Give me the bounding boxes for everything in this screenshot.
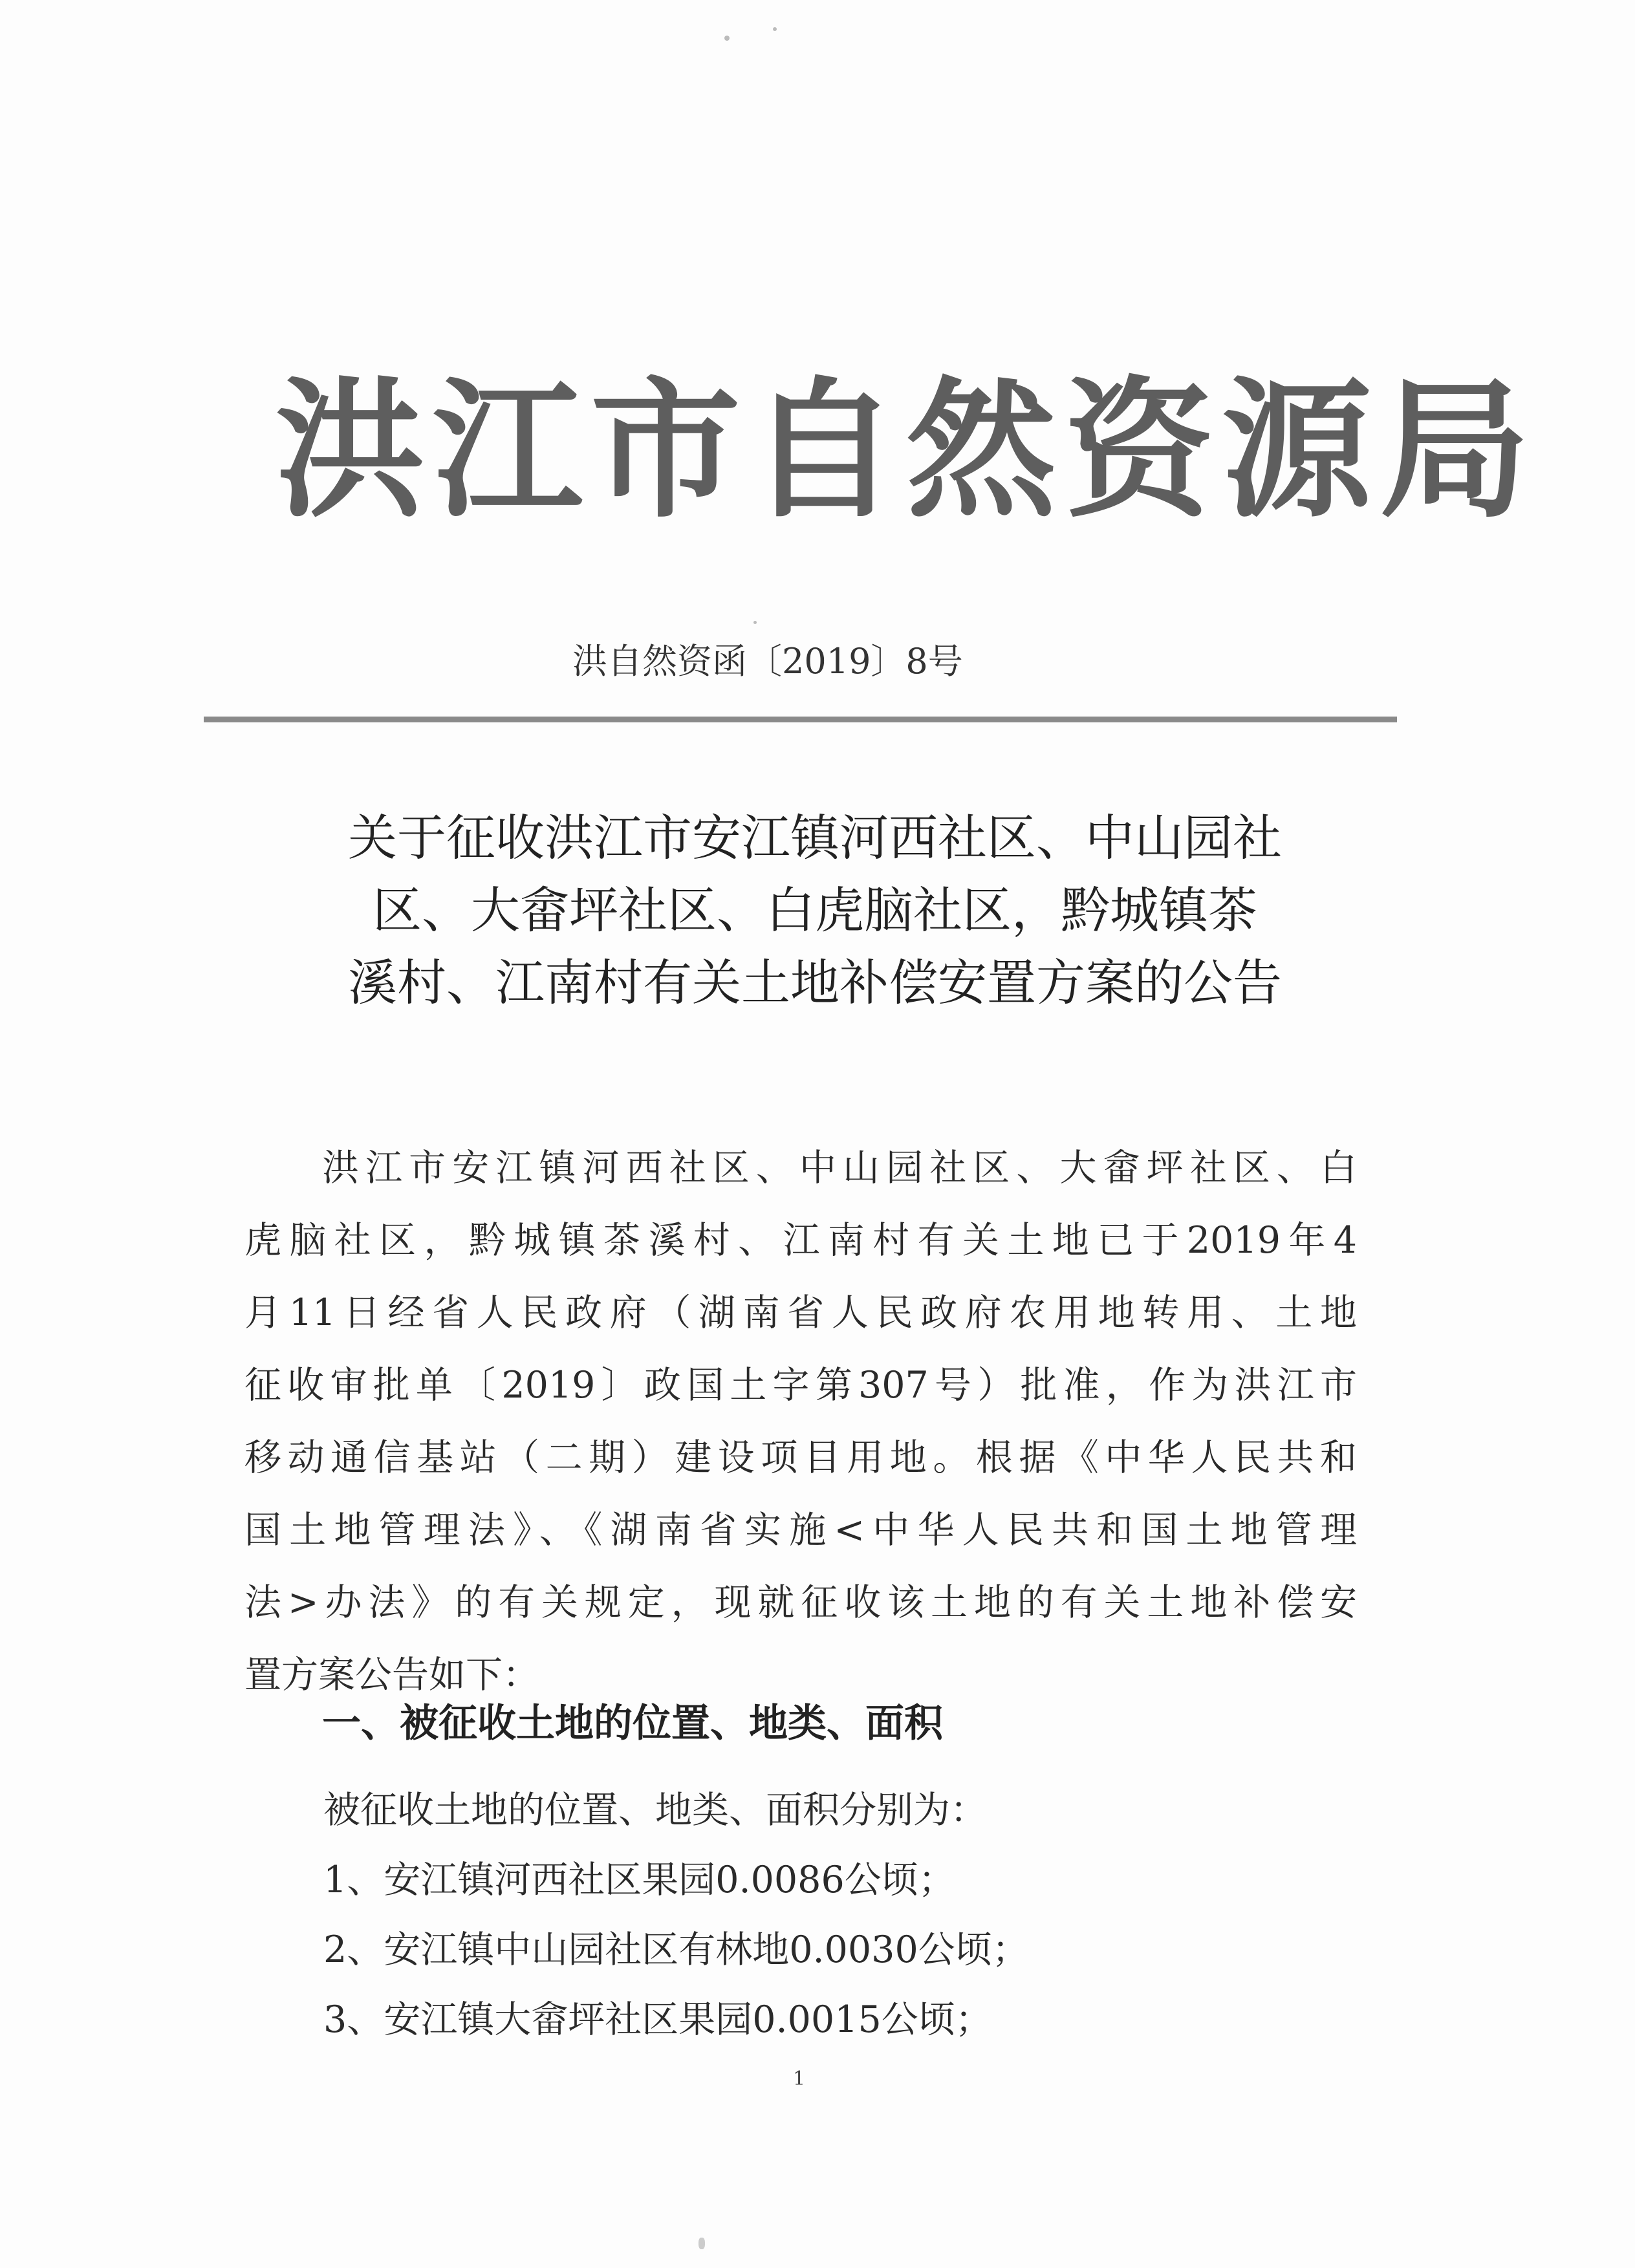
body-line: 虎脑社区，黔城镇茶溪村、江南村有关土地已于2019年4 <box>244 1219 1357 1262</box>
scan-speck <box>724 36 730 41</box>
notice-title <box>233 802 1397 1019</box>
body-line: 洪江市安江镇河西社区、中山园社区、大畲坪社区、白 <box>322 1147 1357 1189</box>
letterhead-divider <box>204 717 1397 722</box>
body-line: 征收审批单〔2019〕政国土字第307号）批准，作为洪江市 <box>244 1364 1357 1407</box>
notice-title-line: 溪村、江南村有关土地补偿安置方案的公告 <box>348 954 1282 1011</box>
list-intro: 被征收土地的位置、地类、面积分别为： <box>323 1789 987 1831</box>
body-line: 法>办法》的有关规定，现就征收该土地的有关土地补偿安 <box>244 1581 1357 1624</box>
list-item: 3、安江镇大畲坪社区果园0.0015公顷； <box>323 1998 992 2041</box>
land-list <box>323 1775 1029 2055</box>
body-line: 移动通信基站（二期）建设项目用地。根据《中华人民共和 <box>244 1436 1357 1479</box>
body-line: 国土地管理法》、《湖南省实施<中华人民共和国土地管理 <box>244 1509 1357 1551</box>
notice-title-line: 关于征收洪江市安江镇河西社区、中山园社 <box>348 809 1282 867</box>
body-line: 置方案公告如下： <box>244 1654 539 1696</box>
list-item: 2、安江镇中山园社区有林地0.0030公顷； <box>323 1928 1029 1971</box>
section-heading: 一、被征收土地的位置、地类、面积 <box>322 1701 943 1746</box>
body-line: 月11日经省人民政府（湖南省人民政府农用地转用、土地 <box>244 1291 1357 1334</box>
page-number: 1 <box>793 2068 806 2090</box>
document-number: 洪自然资函〔2019〕8号 <box>572 641 963 682</box>
agency-letterhead: 洪江市自然资源局 <box>275 362 1538 538</box>
scan-speck <box>773 27 777 31</box>
scan-speck <box>753 621 757 624</box>
scan-speck <box>698 2238 705 2249</box>
list-item: 1、安江镇河西社区果园0.0086公顷； <box>323 1859 955 1901</box>
notice-title-line: 区、大畲坪社区、白虎脑社区，黔城镇茶 <box>373 881 1257 939</box>
notice-body-paragraph <box>244 1132 1357 1711</box>
